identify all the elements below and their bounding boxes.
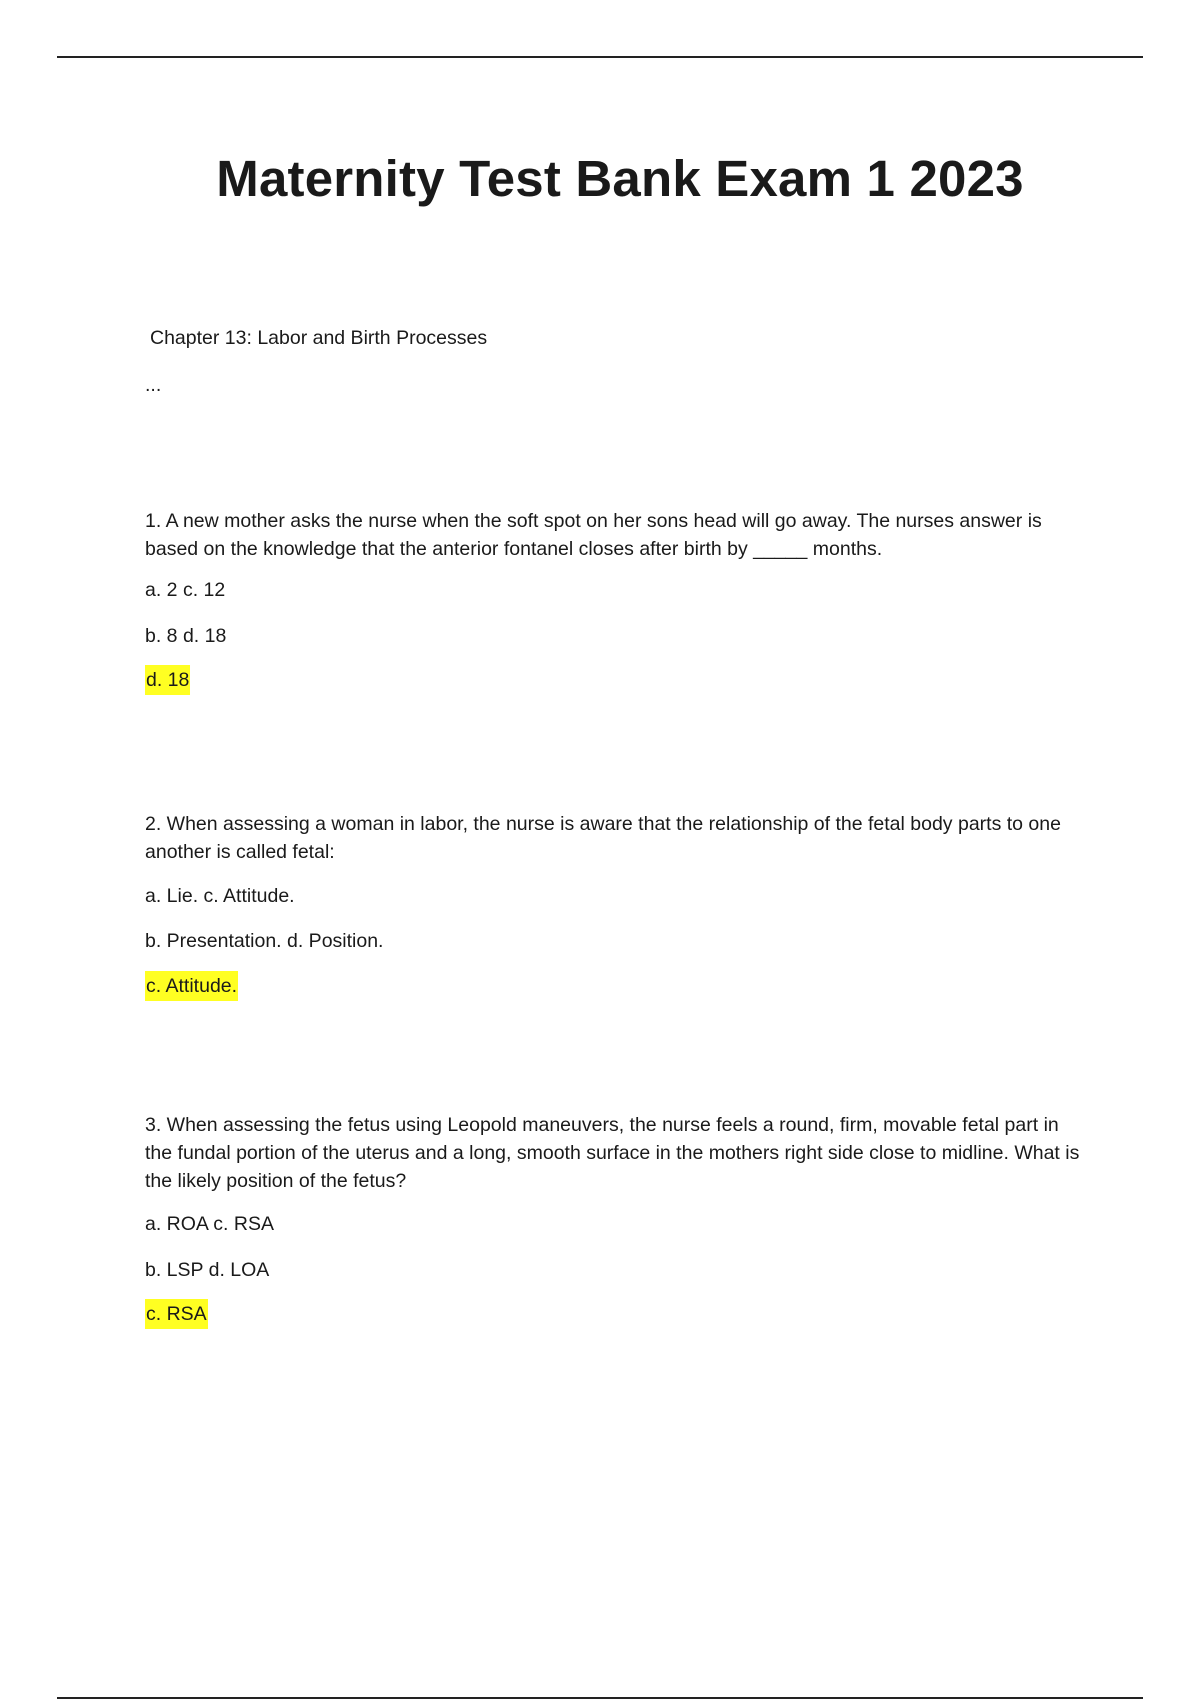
highlighted-answer: c. RSA bbox=[145, 1299, 208, 1329]
ellipsis-text: ... bbox=[145, 374, 162, 396]
options-line: b. LSP d. LOA bbox=[145, 1259, 270, 1281]
question-block bbox=[145, 507, 1090, 695]
question-text: 2. When assessing a woman in labor, the nurse is aware that the relationship of the fetal body parts to one another is called fetal: bbox=[145, 813, 1061, 863]
chapter-heading: Chapter 13: Labor and Birth Processes bbox=[150, 327, 488, 349]
options-line: b. 8 d. 18 bbox=[145, 625, 227, 647]
highlighted-answer: c. Attitude. bbox=[145, 971, 238, 1001]
options-line: a. ROA c. RSA bbox=[145, 1213, 274, 1235]
top-rule bbox=[57, 56, 1143, 58]
question-text: 3. When assessing the fetus using Leopold maneuvers, the nurse feels a round, firm, movable fetal part in the fundal portion of the uterus and a long, smooth surface in the mothers right side close to midline. What is the likely position of the fetus? bbox=[145, 1114, 1080, 1192]
options-line: a. 2 c. 12 bbox=[145, 579, 226, 601]
question-block bbox=[145, 1111, 1090, 1329]
options-line: b. Presentation. d. Position. bbox=[145, 930, 384, 952]
bottom-rule bbox=[57, 1697, 1143, 1699]
options-line: a. Lie. c. Attitude. bbox=[145, 885, 295, 907]
highlighted-answer: d. 18 bbox=[145, 665, 190, 695]
document-title: Maternity Test Bank Exam 1 2023 bbox=[216, 150, 1024, 207]
question-block bbox=[145, 810, 1090, 1001]
question-text: 1. A new mother asks the nurse when the soft spot on her sons head will go away. The nurses answer is based on the knowledge that the anterior fontanel closes after birth by _____ months. bbox=[145, 510, 1042, 560]
